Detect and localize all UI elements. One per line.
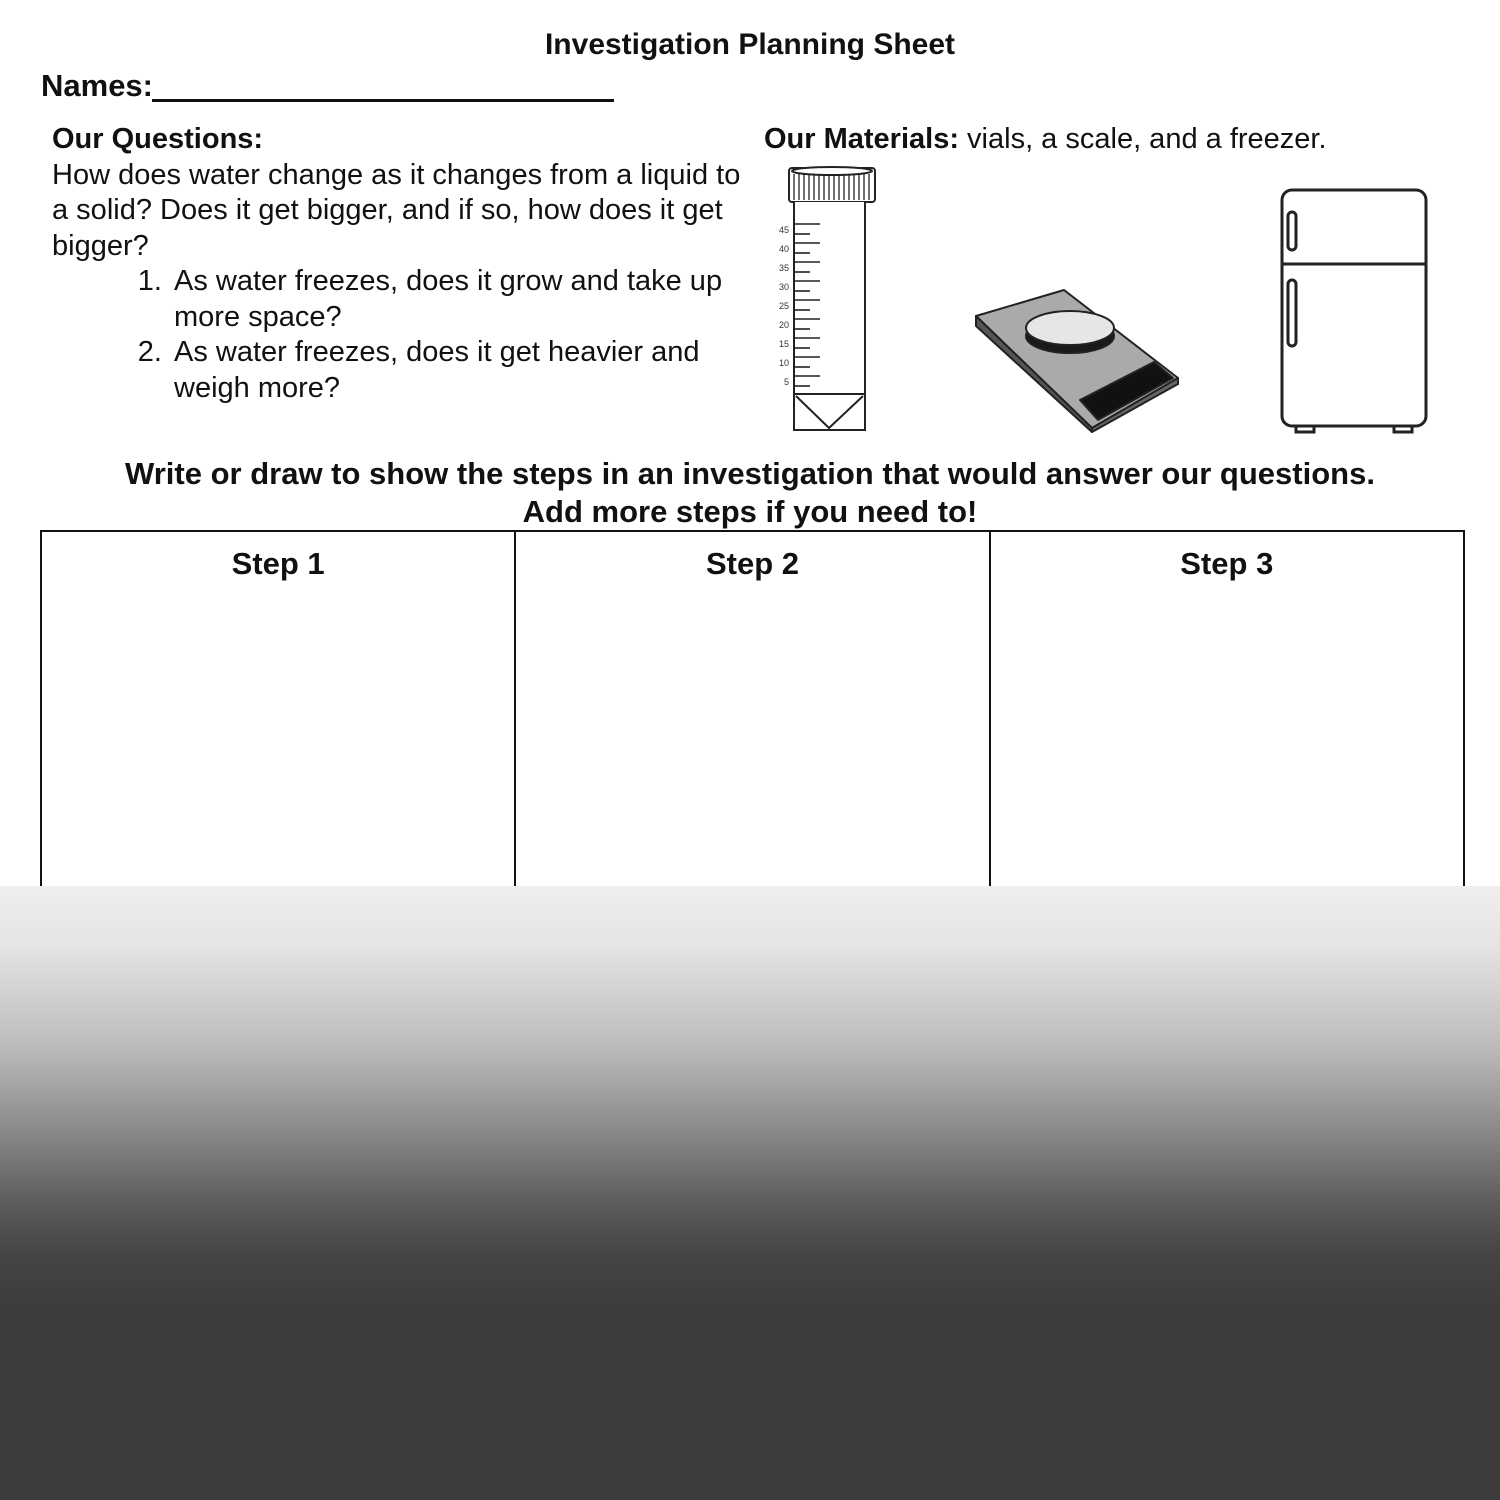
bottom-gradient-overlay: [0, 886, 1500, 1500]
questions-intro: How does water change as it changes from a liquid to a solid? Does it get bigger, and if so, how does it get bigger?: [52, 158, 741, 262]
vial-mark-label: 40: [778, 244, 789, 254]
vial-icon: [772, 162, 882, 434]
vial-mark-label: 15: [778, 339, 789, 349]
instructions-line-2: Add more steps if you need to!: [522, 494, 978, 529]
step-1-label: Step 1: [231, 546, 325, 581]
step-1-cell[interactable]: [42, 532, 516, 910]
vial-mark-label: 30: [778, 282, 789, 292]
vial-mark-label: 20: [778, 320, 789, 330]
questions-heading: Our Questions:: [52, 123, 264, 155]
instructions: [0, 455, 1500, 531]
vial-mark-label: 25: [778, 301, 789, 311]
scale-icon: [968, 282, 1188, 434]
vial-mark-label: 5: [783, 377, 789, 387]
step-2-cell[interactable]: [516, 532, 990, 910]
question-item: 2. As water freezes, does it get heavier and weigh more?: [170, 335, 742, 406]
freezer-icon: [1276, 184, 1432, 436]
names-field[interactable]: [152, 99, 614, 102]
vial-mark-label: 35: [778, 263, 789, 273]
vial-mark-label: 45: [778, 225, 789, 235]
instructions-line-1: Write or draw to show the steps in an investigation that would answer our questions.: [125, 456, 1375, 491]
materials-section: [764, 122, 1327, 158]
questions-list: [52, 264, 742, 406]
step-3-cell[interactable]: [991, 532, 1465, 910]
page-title: Investigation Planning Sheet: [544, 28, 956, 61]
vial-mark-label: 10: [778, 358, 789, 368]
step-3-label: Step 3: [1180, 546, 1274, 581]
materials-list: vials, a scale, and a freezer.: [959, 123, 1327, 155]
question-item: 1. As water freezes, does it grow and take up more space?: [170, 264, 742, 335]
steps-table: [40, 530, 1465, 910]
step-2-label: Step 2: [705, 546, 799, 581]
names-label: Names:: [41, 68, 153, 103]
questions-section: [52, 122, 742, 406]
materials-heading: Our Materials:: [764, 123, 959, 155]
